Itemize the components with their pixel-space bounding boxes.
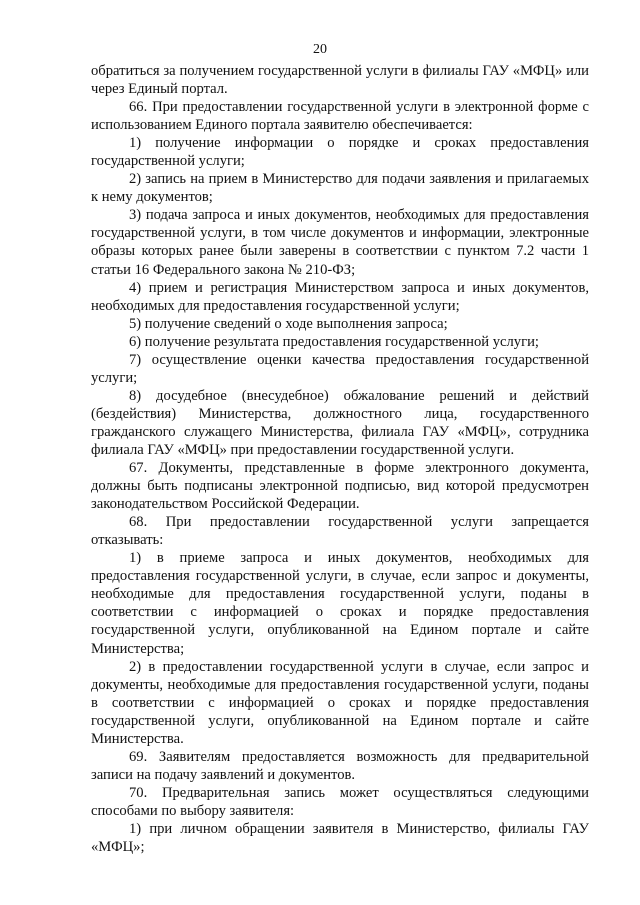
list-item: 1) в приеме запроса и иных документов, необходимых для предоставления государственной услуги, в случае, если запрос и документы, необходимые для предоставления государственной услуги, поданы в соответствии с информацией о сроках и порядке предоставления государственной услуги, опубликованной на Едином портале и сайте Министерства; [91, 550, 589, 657]
list-item: 6) получение результата предоставления государственной услуги; [129, 333, 539, 350]
paragraph: 66. При предоставлении государственной услуги в электронной форме с использованием Единого портала заявителю обеспечивается: [91, 99, 589, 134]
list-item: 1) при личном обращении заявителя в Министерство, филиалы ГАУ «МФЦ»; [91, 820, 589, 856]
list-item: 7) осуществление оценки качества предоставления государственной услуги; [91, 351, 589, 386]
page-number: 20 [313, 42, 327, 57]
document-body [91, 62, 589, 856]
paragraph: обратиться за получением государственной услуги в филиалы ГАУ «МФЦ» или через Единый портал. [91, 63, 589, 98]
list-item: 5) получение сведений о ходе выполнения запроса; [129, 315, 448, 332]
list-item: 4) прием и регистрация Министерством запроса и иных документов, необходимых для предоставления государственной услуги; [91, 279, 589, 314]
list-item: 1) получение информации о порядке и сроках предоставления государственной услуги; [91, 135, 589, 170]
paragraph: 70. Предварительная запись может осуществляться следующими способами по выбору заявителя: [91, 784, 589, 819]
paragraph: 67. Документы, представленные в форме электронного документа, должны быть подписаны электронной подписью, вид которой предусмотрен законодательством Российской Федерации. [91, 460, 589, 513]
list-item: 3) подача запроса и иных документов, необходимых для предоставления государственной услуги, в том числе документов и информации, электронные образы которых ранее были заверены в соответствии с пунктом 7.2 части 1 статьи 16 Федерального закона № 210-ФЗ; [91, 207, 589, 278]
list-item: 2) в предоставлении государственной услуги в случае, если запрос и документы, необходимые для предоставления государственной услуги, поданы в соответствии с информацией о сроках и порядке предоставления государственной услуги, опубликованной на Едином портале и сайте Министерства. [91, 658, 589, 747]
list-item: 8) досудебное (внесудебное) обжалование решений и действий (бездействия) Министерства, должностного лица, государственного гражданского служащего Министерства, филиала ГАУ «МФЦ», сотрудника филиала ГАУ «МФЦ» при предоставлении государственной услуги. [91, 387, 589, 458]
list-item: 2) запись на прием в Министерство для подачи заявления и прилагаемых к нему документов; [91, 171, 589, 206]
paragraph: 68. При предоставлении государственной услуги запрещается отказывать: [91, 514, 589, 549]
paragraph: 69. Заявителям предоставляется возможность для предварительной записи на подачу заявлений и документов. [91, 748, 589, 783]
